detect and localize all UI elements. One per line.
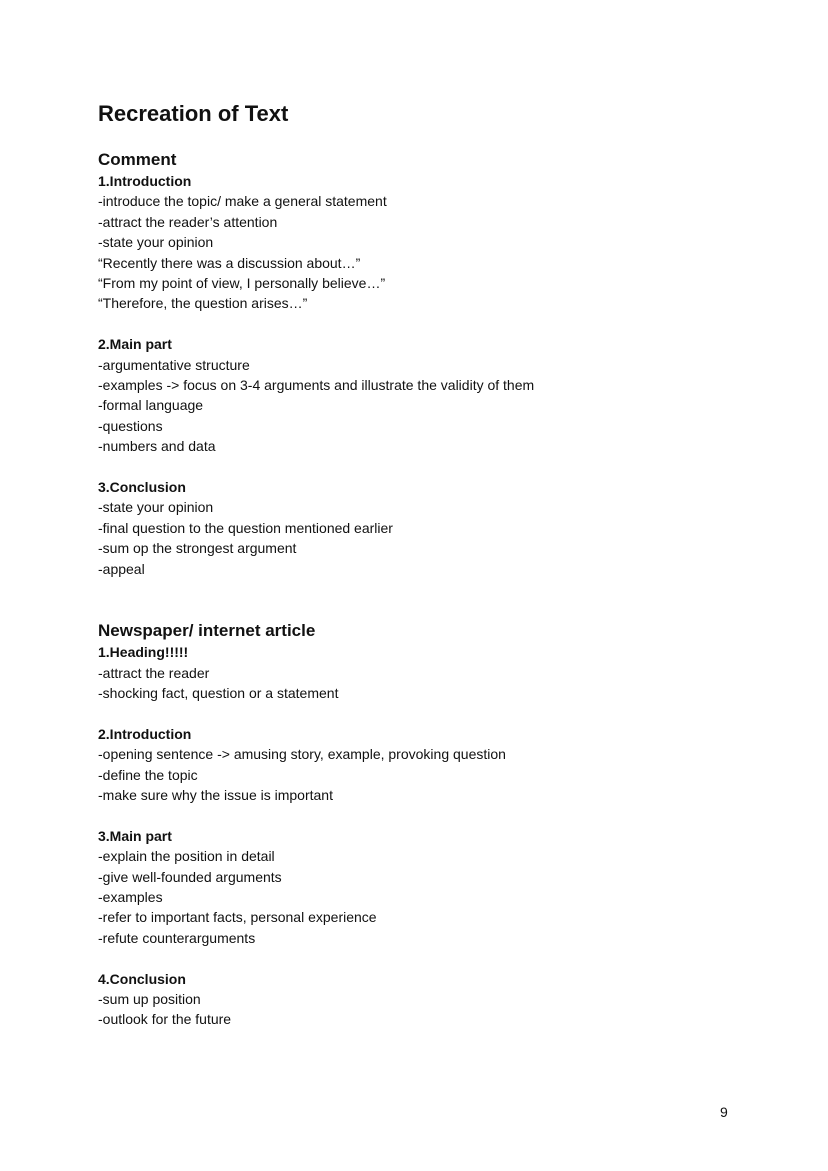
- article-section: [98, 620, 758, 1030]
- comment-main-part: [98, 334, 758, 456]
- page-title: Recreation of Text: [98, 101, 289, 126]
- document-page: [98, 100, 758, 1030]
- list-item: -give well-founded arguments: [98, 868, 282, 885]
- article-introduction: [98, 724, 758, 806]
- list-item: -opening sentence -> amusing story, example, provoking question: [98, 746, 506, 763]
- comment-conclusion-heading: 3.Conclusion: [98, 479, 186, 496]
- spacer: [98, 805, 758, 825]
- comment-introduction-heading: 1.Introduction: [98, 173, 192, 189]
- article-introduction-heading: 2.Introduction: [98, 725, 192, 742]
- list-item: -refer to important facts, personal experience: [98, 909, 377, 926]
- comment-main-part-heading: 2.Main part: [98, 336, 172, 353]
- spacer: [98, 314, 758, 334]
- list-item: -numbers and data: [98, 438, 216, 455]
- example-phrase: “Therefore, the question arises…”: [98, 295, 308, 312]
- example-phrase: “From my point of view, I personally believe…”: [98, 275, 386, 292]
- spacer: [98, 579, 758, 620]
- spacer: [98, 948, 758, 968]
- list-item: -attract the reader’s attention: [98, 213, 278, 230]
- article-section-title: Newspaper/ internet article: [98, 621, 316, 641]
- list-item: -introduce the topic/ make a general statement: [98, 193, 387, 210]
- list-item: -final question to the question mentioned earlier: [98, 519, 393, 536]
- list-item: -sum op the strongest argument: [98, 540, 297, 557]
- article-main-part: [98, 826, 758, 948]
- list-item: -questions: [98, 417, 163, 434]
- spacer: [98, 457, 758, 477]
- spacer: [98, 703, 758, 723]
- list-item: -state your opinion: [98, 499, 214, 516]
- comment-introduction: [98, 171, 758, 314]
- list-item: -outlook for the future: [98, 1011, 232, 1028]
- article-heading-part: [98, 642, 758, 703]
- example-phrase: “Recently there was a discussion about…”: [98, 254, 361, 271]
- list-item: -attract the reader: [98, 664, 210, 681]
- list-item: -appeal: [98, 560, 145, 577]
- article-heading-part-heading: 1.Heading!!!!!: [98, 644, 189, 661]
- list-item: -state your opinion: [98, 234, 214, 251]
- list-item: -argumentative structure: [98, 356, 250, 373]
- comment-section-title: Comment: [98, 150, 177, 169]
- list-item: -define the topic: [98, 766, 198, 783]
- list-item: -sum up position: [98, 990, 201, 1007]
- article-conclusion: [98, 969, 758, 1030]
- comment-conclusion: [98, 477, 758, 579]
- list-item: -examples -> focus on 3-4 arguments and illustrate the validity of them: [98, 377, 535, 394]
- list-item: -shocking fact, question or a statement: [98, 684, 339, 701]
- list-item: -make sure why the issue is important: [98, 786, 333, 803]
- list-item: -refute counterarguments: [98, 929, 256, 946]
- list-item: -formal language: [98, 397, 204, 414]
- page-number: 9: [720, 1104, 728, 1120]
- comment-section: [98, 149, 758, 579]
- article-main-part-heading: 3.Main part: [98, 827, 172, 844]
- article-conclusion-heading: 4.Conclusion: [98, 970, 186, 987]
- list-item: -explain the position in detail: [98, 848, 275, 865]
- list-item: -examples: [98, 888, 163, 905]
